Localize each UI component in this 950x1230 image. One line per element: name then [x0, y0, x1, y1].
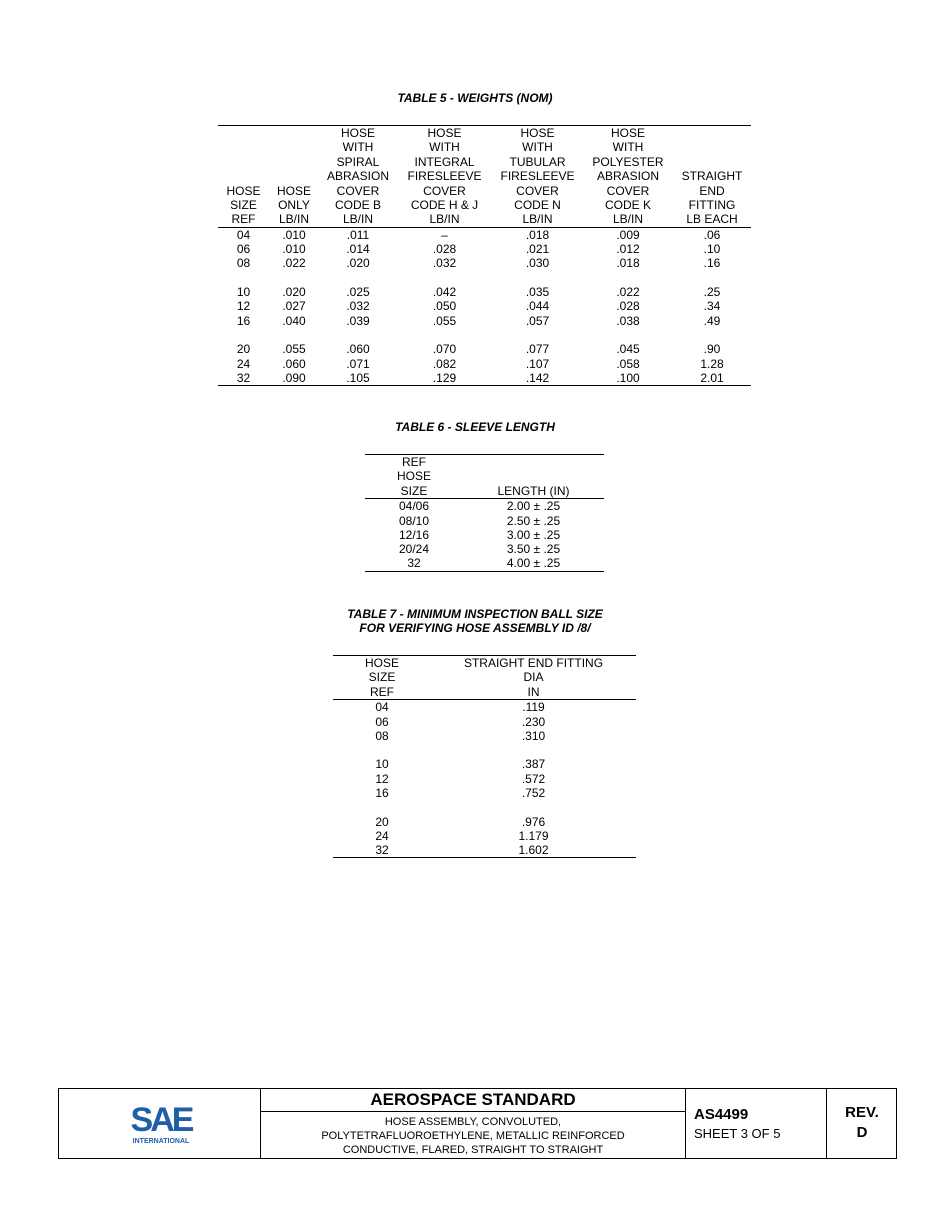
table-cell: .107	[525, 356, 550, 371]
col-header: LENGTH (IN)	[463, 455, 604, 499]
table-cell: .058	[616, 356, 640, 371]
table-cell: 32	[365, 556, 463, 571]
table-cell: .021	[525, 242, 550, 257]
title-cell	[261, 1089, 686, 1158]
description-line: POLYTETRAFLUOROETHYLENE, METALLIC REINFORCED	[321, 1130, 625, 1142]
table-row	[333, 729, 636, 743]
table-cell: .040	[282, 313, 306, 328]
table-cell: .014	[346, 242, 370, 257]
table-cell: 04	[375, 700, 389, 715]
table-cell: .044	[525, 299, 550, 314]
table-cell: 1.28	[700, 356, 724, 371]
col-header: HOSE WITH POLYESTER ABRASION COVER CODE K LB/IN	[583, 126, 673, 228]
table-row	[218, 314, 751, 328]
table-cell: 06	[375, 714, 389, 729]
table-cell: 2.01	[673, 371, 751, 386]
table-cell: .25	[703, 285, 721, 300]
table-cell: 16	[375, 786, 389, 800]
standard-title: AEROSPACE STANDARD	[261, 1089, 685, 1112]
sae-logo	[127, 1101, 195, 1145]
table-cell: .90	[703, 342, 721, 357]
table-cell: .022	[616, 285, 640, 300]
logo-subtext: INTERNATIONAL	[132, 1138, 190, 1145]
table-cell: .055	[432, 313, 457, 328]
table-row	[218, 371, 751, 386]
table-cell: .027	[282, 299, 306, 314]
table-cell: .077	[525, 342, 550, 357]
table-row	[365, 514, 604, 528]
table-cell: 3.00 ± .25	[506, 527, 561, 542]
table-cell: .10	[703, 242, 721, 257]
table-cell: .010	[282, 242, 306, 257]
table-cell: .020	[282, 285, 306, 300]
table-cell: 1.602	[431, 843, 636, 858]
table-row	[333, 786, 636, 800]
table-cell: .100	[583, 371, 673, 386]
table-cell: 20/24	[398, 542, 430, 557]
table-cell: .129	[397, 371, 492, 386]
table-cell: .06	[703, 227, 721, 242]
table-cell: 12	[236, 299, 251, 314]
col-header: HOSE SIZE REF	[218, 126, 269, 228]
sleeve-length-table	[365, 454, 604, 572]
document-description	[261, 1112, 685, 1157]
table-cell: .310	[521, 728, 546, 743]
sheet-number: SHEET 3 OF 5	[694, 1126, 781, 1141]
table-row	[333, 815, 636, 829]
table-cell: .230	[521, 714, 546, 729]
title-block	[58, 1088, 897, 1159]
table-row	[218, 342, 751, 356]
table-cell: 10	[375, 757, 389, 772]
table-row	[218, 285, 751, 299]
table-cell: 24	[236, 356, 251, 371]
document-number-cell	[686, 1089, 827, 1158]
table-row	[218, 256, 751, 270]
table-cell: 08	[236, 256, 251, 271]
table-cell: 12/16	[398, 527, 430, 542]
table-cell: 32	[218, 371, 269, 386]
table-cell: .387	[521, 757, 546, 772]
table-cell: .34	[703, 299, 721, 314]
revision-label: REV.	[845, 1104, 879, 1121]
table-cell: –	[441, 227, 448, 242]
table-cell: 2.00 ± .25	[506, 499, 561, 514]
table-cell: .060	[346, 342, 370, 357]
table-row	[218, 357, 751, 371]
col-header: HOSE SIZE REF	[333, 656, 431, 700]
table-row	[333, 843, 636, 858]
table-cell: 24	[375, 828, 389, 843]
table-row	[365, 528, 604, 542]
logo-text: SAE	[130, 1101, 192, 1139]
table5-caption: TABLE 5 - WEIGHTS (NOM)	[397, 91, 553, 105]
table-cell: 3.50 ± .25	[506, 542, 561, 557]
table-row	[333, 829, 636, 843]
table-cell: .060	[282, 356, 306, 371]
logo-cell	[59, 1089, 261, 1158]
table6-caption: TABLE 6 - SLEEVE LENGTH	[395, 420, 555, 434]
table-cell: .055	[282, 342, 306, 357]
table-cell: .025	[346, 285, 370, 300]
table-cell: 32	[333, 843, 431, 858]
table-row	[365, 556, 604, 571]
table-cell: .572	[521, 771, 546, 786]
table-cell: 12	[375, 771, 389, 786]
table-cell: .070	[432, 342, 457, 357]
table-cell: 4.00 ± .25	[463, 556, 604, 571]
col-header: REF HOSE SIZE	[365, 455, 463, 499]
table-cell: 10	[236, 285, 251, 300]
table-cell: 2.50 ± .25	[506, 513, 561, 528]
table-row	[333, 715, 636, 729]
col-header: HOSE WITH INTEGRAL FIRESLEEVE COVER CODE H & J LB/IN	[397, 126, 492, 228]
table-cell: .010	[282, 227, 306, 242]
table-cell: .105	[319, 371, 397, 386]
table-cell: 06	[236, 242, 251, 257]
table-cell: .042	[432, 285, 457, 300]
col-header: STRAIGHT END FITTING DIA IN	[431, 656, 636, 700]
table-cell: .032	[346, 299, 370, 314]
table-row	[365, 499, 604, 514]
table-cell: .018	[525, 227, 550, 242]
revision-cell	[827, 1089, 897, 1158]
table-row	[333, 772, 636, 786]
table-cell: .119	[522, 700, 545, 715]
revision-value: D	[856, 1124, 868, 1141]
table-row	[218, 227, 751, 242]
table-cell: 16	[236, 313, 251, 328]
table-cell: 04/06	[398, 499, 430, 514]
table-cell: 20	[236, 342, 251, 357]
table-cell: .976	[521, 814, 546, 829]
table-cell: .050	[432, 299, 457, 314]
table-cell: .011	[346, 227, 370, 242]
inspection-ball-table	[333, 655, 636, 858]
table-cell: .082	[432, 356, 457, 371]
description-line: CONDUCTIVE, FLARED, STRAIGHT TO STRAIGHT	[342, 1144, 604, 1156]
table-row	[365, 542, 604, 556]
table-cell: .16	[703, 256, 721, 271]
table7-caption-line2: FOR VERIFYING HOSE ASSEMBLY ID /8/	[359, 621, 591, 635]
table-cell: .022	[282, 256, 306, 271]
col-header: STRAIGHT END FITTING LB EACH	[673, 126, 751, 228]
table-cell: .028	[432, 242, 457, 257]
table-cell: .018	[616, 256, 640, 271]
table-cell: .071	[346, 356, 370, 371]
table-cell: 08	[375, 728, 389, 743]
table-cell: .009	[616, 227, 640, 242]
table-cell: .030	[525, 256, 550, 271]
table-cell: .039	[346, 313, 370, 328]
table-cell: .032	[432, 256, 457, 271]
col-header: HOSE ONLY LB/IN	[269, 126, 319, 228]
table-cell: .038	[616, 313, 640, 328]
weights-table	[218, 125, 751, 386]
table-cell: .012	[616, 242, 640, 257]
table-row	[333, 757, 636, 771]
table-cell: .142	[492, 371, 583, 386]
table-cell: .028	[616, 299, 640, 314]
table-cell: 20	[375, 814, 389, 829]
table-cell: .057	[525, 313, 550, 328]
table-cell: 08/10	[398, 513, 430, 528]
table-cell: .090	[269, 371, 319, 386]
description-line: HOSE ASSEMBLY, CONVOLUTED,	[384, 1116, 562, 1128]
table-cell: 04	[236, 227, 251, 242]
table-cell: 1.179	[518, 828, 549, 843]
table-row	[218, 299, 751, 313]
table-cell: .49	[703, 313, 721, 328]
table-row	[218, 242, 751, 256]
col-header: HOSE WITH TUBULAR FIRESLEEVE COVER CODE N LB/IN	[492, 126, 583, 228]
table-cell: .020	[346, 256, 370, 271]
col-header: HOSE WITH SPIRAL ABRASION COVER CODE B LB/IN	[319, 126, 397, 228]
table7-caption-line1: TABLE 7 - MINIMUM INSPECTION BALL SIZE	[347, 607, 603, 621]
document-number: AS4499	[694, 1106, 749, 1123]
table-cell: .752	[521, 786, 546, 800]
table-cell: .035	[525, 285, 550, 300]
table-cell: .045	[616, 342, 640, 357]
table-row	[333, 700, 636, 715]
